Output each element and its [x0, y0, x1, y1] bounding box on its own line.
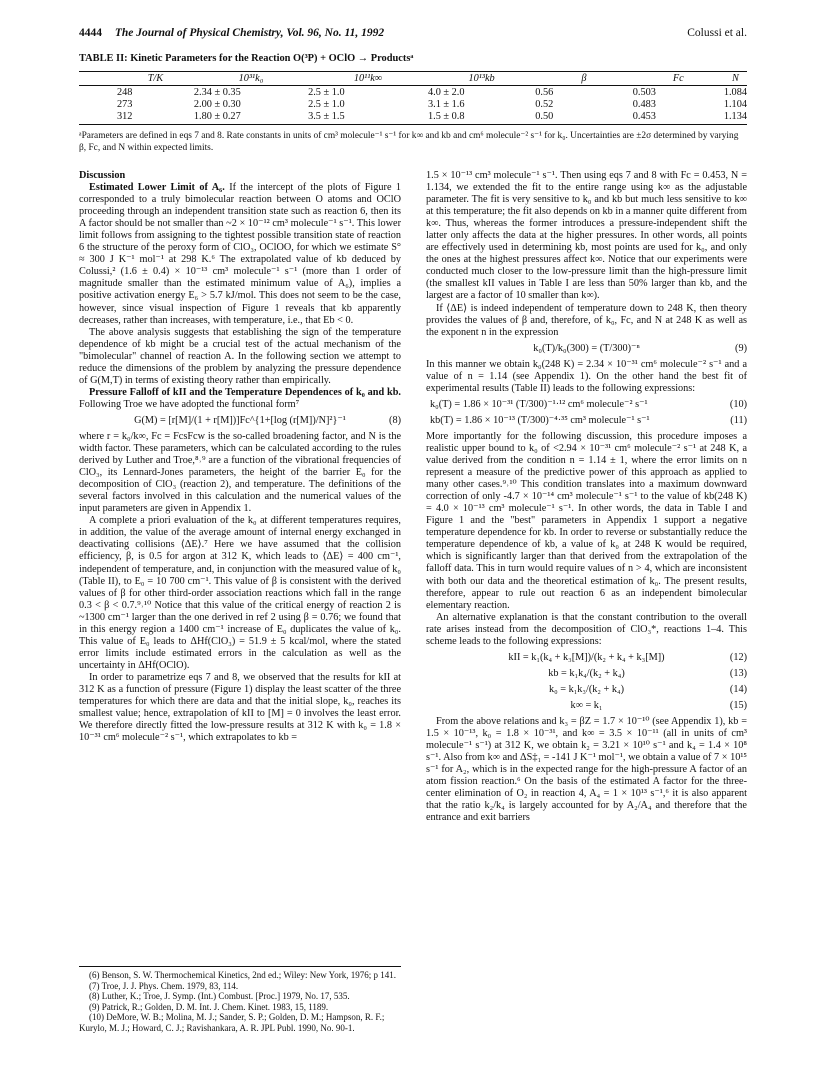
- paragraph: A complete a priori evaluation of the k₀ at different temperatures requires, in addition, the value of the average amount of internal energy exchanged in deactivating collisions ⟨ΔE⟩.⁷ Here we have assumed that the collision efficiency, β, is 0.5 for argon at 312 K, which leads to ⟨ΔE⟩ = 400 cm⁻¹, independent of temperature, and, in conjunction with the measured value of k₀ (Table II), to E₀ = 10 700 cm⁻¹. This value of β is consistent with the derived values of β for other third-order association reactions which fall in the range 0.3 < β < 0.7.⁹˒¹⁰ Notice that this value of the critical energy of reaction 2 is ~1300 cm⁻¹ larger than the one derived in ref 2 using β = 0.76; we found that in this energy region a 1400 cm⁻¹ increase of E₀ duplicates the value of k₀. This value of E₀ leads to ΔHf(ClO₃) = 51.9 ± 5 kcal/mol, where the stated error limits include estimated errors in the calculation as well as the uncertainty in ΔHf(OClO).: [79, 515, 401, 671]
- table-cell: 4.0 ± 2.0: [427, 86, 465, 98]
- table-cell: 0.52: [535, 98, 554, 110]
- paragraph-text: If the intercept of the plots of Figure 1 corresponded to a truly bimolecular reaction between O atoms and OClO proceeding through an independent transition state such as reaction 6, then its A factor should be not smaller than ~2 × 10⁻¹² cm³ molecule⁻¹ s⁻¹. This lower limit follows from assigning to the tightest possible transition state of reaction 6 the structure of the peroxy form of ClO₃, OClOO, for which we estimate S° ≈ 300 J K⁻¹ mol⁻¹ at 298 K.⁶ The extrapolated value of kb deduced by Colussi,² (1.6 ± 0.4) × 10⁻¹³ cm³ molecule⁻¹ s⁻¹ (more than 1 order of magnitude smaller than the estimated minimum value of A₆), implies a positive activation energy E₆ > 5.7 kJ/mol. This does not seem to be the case, however, since visual inspection of Figure 1 reveals that kb apparently decreases, rather than increases, with temperature, i.e., that Eb < 0.: [79, 182, 402, 326]
- reference-item: (9) Patrick, R.; Golden, D. M. Int. J. Chem. Kinet. 1983, 15, 1189.: [89, 1001, 329, 1012]
- page-number: 4444: [79, 27, 102, 39]
- table-row: [79, 110, 747, 124]
- table-cell: 0.50: [535, 110, 633, 124]
- equation-number: (14): [729, 683, 747, 695]
- table-row: [79, 98, 747, 110]
- reference-item: (7) Troe, J. J. Phys. Chem. 1979, 83, 114.: [89, 980, 239, 991]
- col-header: β: [535, 72, 633, 86]
- paragraph: where r = k₀/k∞, Fc = FcsFcw is the so-called broadening factor, and N is the width factor. These parameters, which can be calculated according to the rules derived by Luther and Troe,⁸˒⁹ are a function of the vibrational frequencies of ClO₃, its Lennard-Jones parameters, the height of the barrier E₀ for the decomposition of ClO₃ (reaction 2), and temperature. The definitions of the several factors involved in this calculation and the numerical values of the input parameters are given in Appendix 1.: [79, 430, 401, 515]
- table-cell: 2.00 ± 0.30: [193, 98, 241, 110]
- table-cell: 0.56: [535, 86, 554, 98]
- paragraph: The above analysis suggests that establishing the sign of the temperature dependence of kb might be a crucial test of the actual mechanism of the "bimolecular" channel of reaction A. In the following section we attempt to reduce the dimensions of the problem by analyzing the pressure dependence of G(M,T) in terms of existing theory rather than empirically.: [79, 326, 401, 386]
- col-header: T/K: [79, 72, 194, 86]
- paragraph: In this manner we obtain k₀(248 K) = 2.34 × 10⁻³¹ cm⁶ molecule⁻² s⁻¹ and a value of n = 1.14 (see Appendix 1). On the other hand the best fit of experimental results (Table II) leads to the following expressions:: [426, 358, 747, 394]
- equation-number: (13): [729, 667, 747, 679]
- equation-text: G(M) = [r[M]/(1 + r[M])]Fc^{1+[log (r[M])/N]²}⁻¹: [134, 414, 346, 426]
- table-cell: 3.5 ± 1.5: [308, 110, 428, 124]
- equation-9: [426, 343, 747, 355]
- table-cell: 0.503: [632, 86, 656, 98]
- equation-15: [426, 700, 747, 712]
- table-cell: 0.483: [632, 98, 656, 110]
- run-in-heading: Pressure Falloff of kII and the Temperature Dependences of k₀ and kb.: [89, 386, 401, 398]
- equation-number: (12): [729, 651, 747, 663]
- table-row: [79, 86, 747, 99]
- table-cell: 0.453: [633, 110, 724, 124]
- section-heading: Discussion: [79, 170, 126, 181]
- equation-number: (15): [729, 699, 747, 711]
- paragraph: More importantly for the following discussion, this procedure imposes a realistic upper bound to k₀ of <2.94 × 10⁻³¹ cm⁶ molecule⁻² s⁻¹ at 248 K, a value derived from the condition n = 1.14 ± 1, where the error limits on n represent a measure of the predictive power of this approach as applied to many other cases.⁹˒¹⁰ This condition translates into a maximum downward correction of only -4.7 × 10⁻¹⁴ cm³ molecule⁻¹ s⁻¹ to the value of kb(248 K) = 4.0 × 10⁻¹³ cm³ molecule⁻¹ s⁻¹. In other words, the data in Table I and Figure 1 and the "best" parameters in Appendix 1 support a negative temperature dependence for kb. In order to reverse or substantially reduce the temperature dependence of kb, a value of k₀ at 248 K would be required, which is significantly larger than that derived from the extrapolation of the falloff data. This in turn would require values of n > 4, which are inconsistent with both our data and the theoretical estimation of k₀. The present results, therefore, appear to rule out reaction 6 as an independent bimolecular elementary reaction.: [426, 430, 747, 611]
- references-divider: [79, 966, 401, 967]
- table-title: TABLE II: Kinetic Parameters for the Reaction O(³P) + OClO → Productsᵃ: [79, 53, 414, 64]
- table-cell: 1.084: [723, 86, 747, 98]
- equation-text: kb = k₁k₄/(k₂ + k₄): [548, 667, 625, 679]
- table-cell: 248: [117, 86, 133, 98]
- col-header: 10¹¹k∞: [308, 72, 428, 86]
- paragraph: [79, 182, 401, 327]
- equation-number: (8): [389, 414, 401, 426]
- table-cell: 1.134: [724, 110, 747, 124]
- col-header: Fc: [633, 72, 724, 86]
- equation-13: [426, 668, 747, 680]
- reference-item: (10) DeMore, W. B.; Molina, M. J.; Sander, S. P.; Golden, D. M.; Hampson, R. F.; Kurylo, M. J.; Howard, C. J.; Ravishankara, A. R. JPL Publ. 1990, No. 90-1.: [79, 1012, 385, 1033]
- equation-10: [426, 399, 747, 411]
- paragraph: In order to parametrize eqs 7 and 8, we observed that the results for kII at 312 K as a function of pressure (Figure 1) display the least scatter of the three temperatures for which there are data and that the initial slope, k₀, reaches its smallest value; hence, extrapolation of kII to [M] = 0 involves the least error. We therefore directly fitted the low-pressure results at 312 K with k₀ = 1.8 × 10⁻³¹ cm⁶ molecule⁻² s⁻¹, which extrapolates to kb =: [79, 671, 401, 744]
- paragraph: From the above relations and k₃ = βZ = 1.7 × 10⁻¹⁰ (see Appendix 1), kb = 1.5 × 10⁻¹³, k₀ = 1.8 × 10⁻³¹, and k∞ = 3.5 × 10⁻¹¹ (all in units of cm³ molecule⁻¹ s⁻¹) at 312 K, we obtain k₂ = 3.21 × 10¹⁰ s⁻¹ and k₄ = 1.4 × 10⁸ s⁻¹. Also from k∞ and ΔS‡₁ = -141 J K⁻¹ mol⁻¹, we obtain a value of 7 × 10¹⁵ s⁻¹ for A₂, which is in the expected range for the high-pressure A factor of an atom fission reaction.⁶ On the basis of the estimated A factor for the three-center elimination of O₂ in reaction 4, A₄ = 1 × 10¹³ s⁻¹,⁶ it is also apparent that the ratio k₂/k₄ is largely accounted for by A₂/A₄ and therefore that the entrance and exit barriers: [426, 715, 747, 824]
- running-authors: Colussi et al.: [687, 27, 747, 39]
- table-cell: 3.1 ± 1.6: [427, 98, 465, 110]
- running-header: [79, 27, 747, 45]
- equation-number: (10): [729, 398, 747, 410]
- table-cell: 1.104: [723, 98, 747, 110]
- equation-8: [79, 415, 401, 427]
- reference-item: (6) Benson, S. W. Thermochemical Kinetics, 2nd ed.; Wiley: New York, 1976; p 141.: [89, 970, 397, 980]
- equation-text: k∞ = k₁: [570, 699, 603, 711]
- equation-12: [426, 652, 747, 664]
- equation-number: (11): [730, 414, 747, 426]
- references: [79, 966, 401, 1034]
- left-column: [79, 170, 401, 744]
- table-cell: 2.34 ± 0.35: [193, 86, 241, 98]
- equation-text: k₀(T)/k₀(300) = (T/300)⁻ⁿ: [533, 342, 640, 354]
- paragraph: If ⟨ΔE⟩ is indeed independent of temperature down to 248 K, then theory provides the values of β and, therefore, of k₀, Fc, and N at 248 K as well as the exponent n in the expression: [426, 302, 747, 338]
- table-cell: 1.80 ± 0.27: [194, 110, 308, 124]
- table-cell: 1.5 ± 0.8: [428, 110, 535, 124]
- col-header: 10¹³kb: [428, 72, 535, 86]
- run-in-heading: Estimated Lower Limit of A₆.: [89, 182, 225, 194]
- paragraph: [79, 387, 401, 411]
- reference-item: (8) Luther, K.; Troe, J. Symp. (Int.) Combust. [Proc.] 1979, No. 17, 535.: [89, 991, 350, 1002]
- table-footnote: ᵃParameters are defined in eqs 7 and 8. Rate constants in units of cm³ molecule⁻¹ s⁻¹ for k∞ and kb and cm⁶ molecule⁻² s⁻¹ for k₀. Uncertainties are ±2σ determined by varying β, Fc, and N within expected limits.: [79, 131, 739, 153]
- table-cell: 273: [117, 98, 133, 110]
- journal-citation: The Journal of Physical Chemistry, Vol. 96, No. 11, 1992: [114, 27, 385, 39]
- table-cell: 312: [79, 110, 194, 124]
- equation-11: [426, 415, 747, 427]
- col-header: N: [724, 72, 747, 86]
- paragraph: An alternative explanation is that the constant contribution to the overall rate arises instead from the decomposition of ClO₃*, reactions 1–4. This scheme leads to the following expressions:: [426, 611, 747, 647]
- equation-text: k₀ = k₁k₃/(k₂ + k₄): [549, 683, 624, 695]
- equation-text: kb(T) = 1.86 × 10⁻¹³ (T/300)⁻⁴·³⁵ cm³ molecule⁻¹ s⁻¹: [430, 414, 650, 426]
- equation-text: kII = k₁(k₄ + k₃[M])/(k₂ + k₄ + k₃[M]): [508, 651, 665, 663]
- kinetic-parameters-table: [79, 71, 747, 125]
- col-header: 10³¹k₀: [194, 72, 308, 86]
- equation-14: [426, 684, 747, 696]
- equation-text: k₀(T) = 1.86 × 10⁻³¹ (T/300)⁻¹·¹² cm⁶ molecule⁻² s⁻¹: [430, 398, 648, 410]
- right-column: [426, 170, 747, 824]
- table-cell: 2.5 ± 1.0: [308, 86, 345, 98]
- paragraph: 1.5 × 10⁻¹³ cm³ molecule⁻¹ s⁻¹. Then using eqs 7 and 8 with Fc = 0.453, N = 1.134, we extended the fit to the entire range using k∞ as the adjustable parameter. The fit is very sensitive to k₀ and kb but much less sensitive to k∞ at this temperature; the fit also depends on kb in a manner quite different from k∞. Thus, whereas the former introduces a pressure-independent shift the latter only affects the data at the higher pressures. In other words, all points are effectively used in determining kb, most points are used for k₀, and only the ones at the highest pressures affect k∞. Notice that our experiments were conducted much closer to the low-pressure limit than the high-pressure limit (the smallest kII values in Table I are less than 50% larger than kb, and the largest are a factor of 10 smaller than k∞).: [426, 170, 747, 302]
- table-header-row: [79, 72, 747, 86]
- paragraph-text: Following Troe we have adopted the functional form⁷: [79, 398, 300, 410]
- table-cell: 2.5 ± 1.0: [308, 98, 345, 110]
- equation-number: (9): [735, 342, 747, 354]
